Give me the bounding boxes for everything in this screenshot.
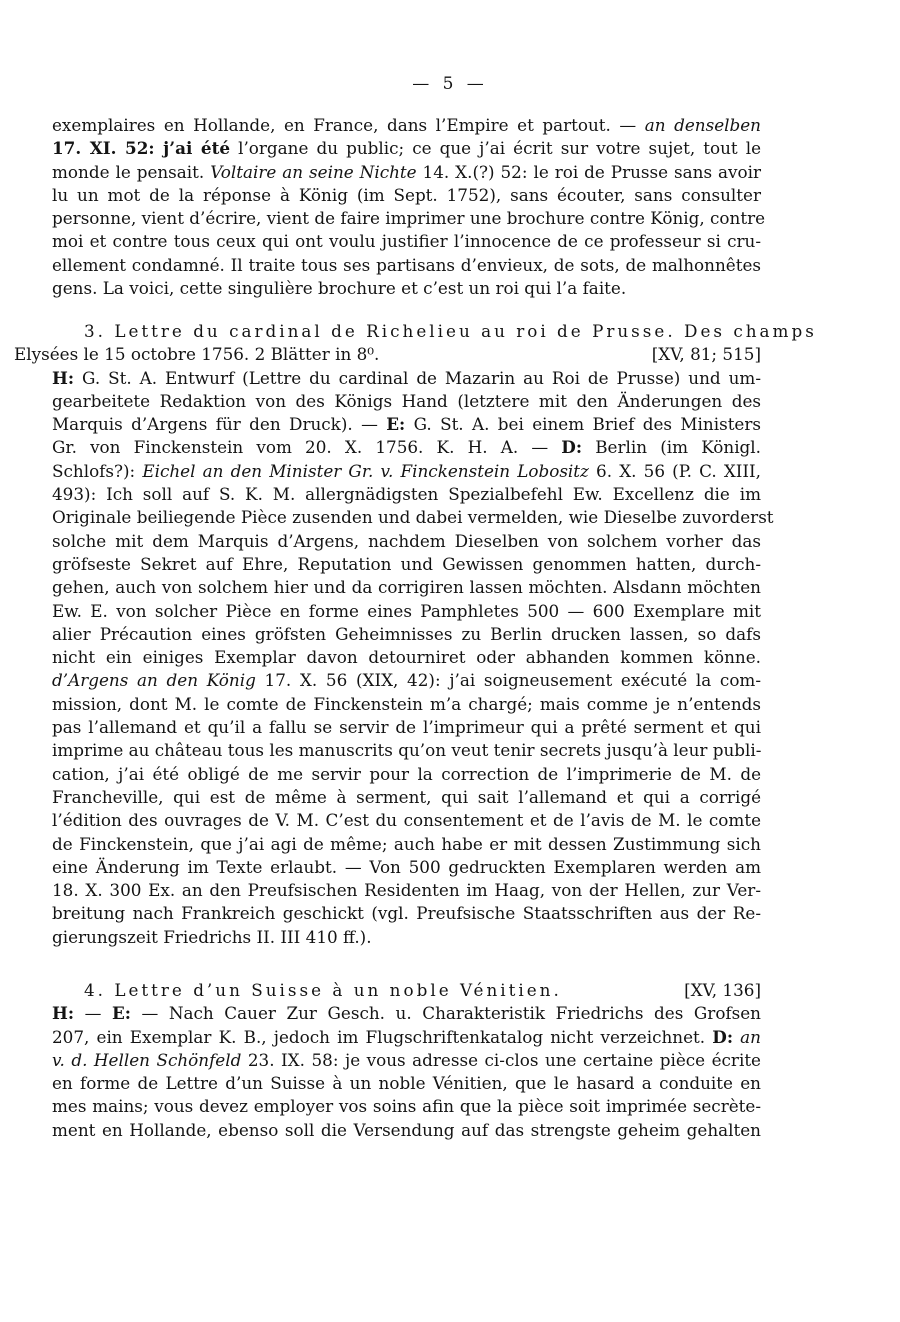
section-3-line — [52, 506, 774, 529]
text-run: personne, vient d’écrire, vient de faire imprimer une brochure contre König, contre — [52, 208, 766, 229]
text-run: G. St. A. Entwurf (Lettre du cardinal de Mazarin au Roi de Prusse) und um- — [74, 367, 761, 388]
section-4 — [52, 979, 761, 1142]
text-run: pas l’allemand et qu’il a fallu se servir de l’imprimeur qui a prêté serment et qui — [52, 717, 761, 738]
page-number: — 5 — — [412, 74, 488, 94]
paragraph-line — [52, 230, 761, 253]
section-3-line — [52, 716, 761, 739]
section-3-line — [52, 763, 761, 786]
text-run: Originale beiliegende Pièce zusenden und dabei vermelden, wie Dieselbe zuvorderst — [52, 507, 774, 528]
paragraph-continuation — [52, 114, 766, 300]
text-run: breitung nach Frankreich geschickt (vgl. Preufsische Staatsschriften aus der Re- — [52, 903, 761, 924]
text-run: 17. X. 56 (XIX, 42): j’ai soigneusement exécuté la com- — [255, 670, 761, 691]
section-3-heading-line-1: 3. Lettre du cardinal de Richelieu au roi de Prusse. Des champs — [84, 321, 817, 341]
section-4-body — [52, 1002, 761, 1142]
section-3-line — [52, 623, 761, 646]
section-3-line — [52, 833, 761, 856]
text-run: mission, dont M. le comte de Finckenstein m’a chargé; mais comme je n’entends — [52, 693, 761, 714]
text-run: ellement condamné. Il traite tous ses partisans d’envieux, de sots, de malhonnêtes — [52, 254, 761, 275]
text-run: Berlin (im Königl. — [582, 437, 762, 458]
text-run: 493): Ich soll auf S. K. M. allergnädigsten Spezialbefehl Ew. Excellenz die im — [52, 484, 761, 505]
text-run: H: — [52, 367, 75, 388]
section-3-heading-line-2 — [14, 343, 761, 366]
section-4-line — [52, 1072, 761, 1095]
text-run: — Nach Cauer Zur Gesch. u. Charakteristik Friedrichs des Grofsen — [130, 1003, 761, 1024]
text-run: d’Argens an den König — [52, 670, 256, 691]
paragraph-line — [52, 254, 761, 277]
text-run: l’édition des ouvrages de V. M. C’est du consentement et de l’avis de M. le comte — [52, 810, 761, 831]
section-3-line — [52, 902, 761, 925]
section-3 — [14, 320, 817, 949]
text-run: gehen, auch von solchem hier und da corrigiren lassen möchten. Alsdann möchten — [52, 577, 761, 598]
text-run: gearbeitete Redaktion von des Königs Hand (letztere mit den Änderungen des — [52, 390, 761, 411]
text-run: Marquis d’Argens für den Druck). — — [52, 414, 387, 435]
section-3-line — [52, 646, 761, 669]
text-run: gens. La voici, cette singulière brochure et c’est un roi qui l’a faite. — [52, 278, 627, 299]
text-run: D: — [561, 437, 583, 458]
text-run: cation, j’ai été obligé de me servir pour la correction de l’imprimerie de M. de — [52, 763, 761, 784]
section-3-line — [52, 576, 761, 599]
section-3-line — [52, 390, 761, 413]
section-3-line — [52, 483, 761, 506]
paragraph-line — [52, 137, 761, 160]
section-4-heading: 4. Lettre d’un Suisse à un noble Vénitien. — [84, 980, 562, 1000]
paragraph-line — [52, 184, 761, 207]
paragraph-line — [52, 114, 761, 137]
section-3-line — [52, 879, 761, 902]
text-run: E: — [111, 1003, 131, 1024]
text-run: 23. IX. 58: je vous adresse ci-clos une certaine pièce écrite — [241, 1049, 761, 1070]
text-run: lu un mot de la réponse à König (im Sept. 1752), sans écouter, sans consulter — [52, 184, 761, 205]
section-3-line — [52, 553, 761, 576]
section-3-line — [52, 739, 761, 762]
text-run: 18. X. 300 Ex. an den Preufsischen Residenten im Haag, von der Hellen, zur Ver- — [52, 880, 761, 901]
text-run: gröfseste Sekret auf Ehre, Reputation und Gewissen genommen hatten, durch- — [52, 553, 761, 574]
text-run: Eichel an den Minister Gr. v. Finckenstein Lobositz — [142, 460, 589, 481]
paragraph-line — [52, 207, 766, 230]
section-3-line — [52, 856, 761, 879]
text-run: D: — [712, 1026, 734, 1047]
text-run: 17. XI. 52: j’ai été — [52, 138, 231, 159]
section-3-line — [52, 786, 761, 809]
section-3-reference: [XV, 81; 515] — [651, 344, 761, 365]
text-run: — — [74, 1003, 112, 1024]
text-run: monde le pensait. — [52, 161, 211, 182]
paragraph-line — [52, 277, 761, 300]
section-3-line — [52, 926, 761, 949]
section-3-line — [52, 600, 761, 623]
text-run: 207, ein Exemplar K. B., jedoch im Flugschriftenkatalog nicht verzeichnet. — [52, 1026, 713, 1047]
section-4-line — [52, 1026, 761, 1049]
text-run: v. d. Hellen Schönfeld — [52, 1049, 242, 1070]
section-3-heading-date: Elysées le 15 octobre 1756. 2 Blätter in 8⁰. — [14, 344, 380, 365]
text-run: nicht ein einiges Exemplar davon detourniret oder abhanden kommen könne. — [52, 647, 761, 668]
section-4-line — [52, 1119, 761, 1142]
section-4-heading-line — [52, 979, 761, 1002]
text-run: an — [740, 1026, 761, 1047]
text-run: Voltaire an seine Nichte — [210, 161, 417, 182]
text-run: en forme de Lettre d’un Suisse à un noble Vénitien, que le hasard a conduite en — [52, 1073, 761, 1094]
text-run: Schlofs?): — [52, 460, 143, 481]
section-3-line — [52, 530, 761, 553]
section-4-line — [52, 1049, 761, 1072]
text-run: moi et contre tous ceux qui ont voulu justifier l’innocence de ce professeur si cru- — [52, 231, 761, 252]
text-run: E: — [386, 414, 406, 435]
text-run: H: — [52, 1003, 75, 1024]
text-run: imprime au château tous les manuscrits qu’on veut tenir secrets jusqu’à leur publi- — [52, 740, 762, 761]
section-3-body — [52, 367, 774, 949]
section-3-line — [52, 669, 761, 692]
section-3-line — [52, 460, 761, 483]
section-3-line — [52, 367, 761, 390]
text-run: Francheville, qui est de même à serment, qui sait l’allemand et qui a corrigé — [52, 786, 761, 807]
text-run: exemplaires en Hollande, en France, dans l’Empire et partout. — — [52, 115, 645, 135]
section-4-line — [52, 1002, 761, 1025]
text-run: gierungszeit Friedrichs II. III 410 ff.). — [52, 926, 372, 947]
text-run: Ew. E. von solcher Pièce en forme eines Pamphletes 500 — 600 Exemplare mit — [52, 600, 761, 621]
text-run: ment en Hollande, ebenso soll die Versendung auf das strengste geheim gehalten — [52, 1119, 761, 1140]
text-run: l’organe du public; ce que j’ai écrit sur votre sujet, tout le — [230, 138, 762, 159]
text-run: an denselben — [644, 115, 761, 135]
text-run: G. St. A. bei einem Brief des Ministers — [405, 414, 761, 435]
text-run: 6. X. 56 (P. C. XIII, — [588, 460, 761, 481]
text-run: 14. X.(?) 52: le roi de Prusse sans avoir — [416, 161, 761, 182]
section-4-reference: [XV, 136] — [684, 980, 761, 1000]
text-run: mes mains; vous devez employer vos soins afin que la pièce soit imprimée secrète- — [52, 1096, 761, 1117]
section-4-line — [52, 1095, 761, 1118]
section-3-line — [52, 413, 761, 436]
section-3-line — [52, 436, 761, 459]
text-run: eine Änderung im Texte erlaubt. — Von 500 gedruckten Exemplaren werden am — [52, 856, 761, 877]
text-run: de Finckenstein, que j’ai agi de même; auch habe er mit dessen Zustimmung sich — [52, 833, 761, 854]
text-run: alier Précaution eines gröfsten Geheimnisses zu Berlin drucken lassen, so dafs — [52, 623, 761, 644]
paragraph-line — [52, 161, 761, 184]
section-3-line — [52, 693, 761, 716]
text-run: solche mit dem Marquis d’Argens, nachdem Dieselben von solchem vorher das — [52, 530, 761, 551]
section-3-line — [52, 809, 761, 832]
text-run: Gr. von Finckenstein vom 20. X. 1756. K. H. A. — — [52, 437, 562, 458]
